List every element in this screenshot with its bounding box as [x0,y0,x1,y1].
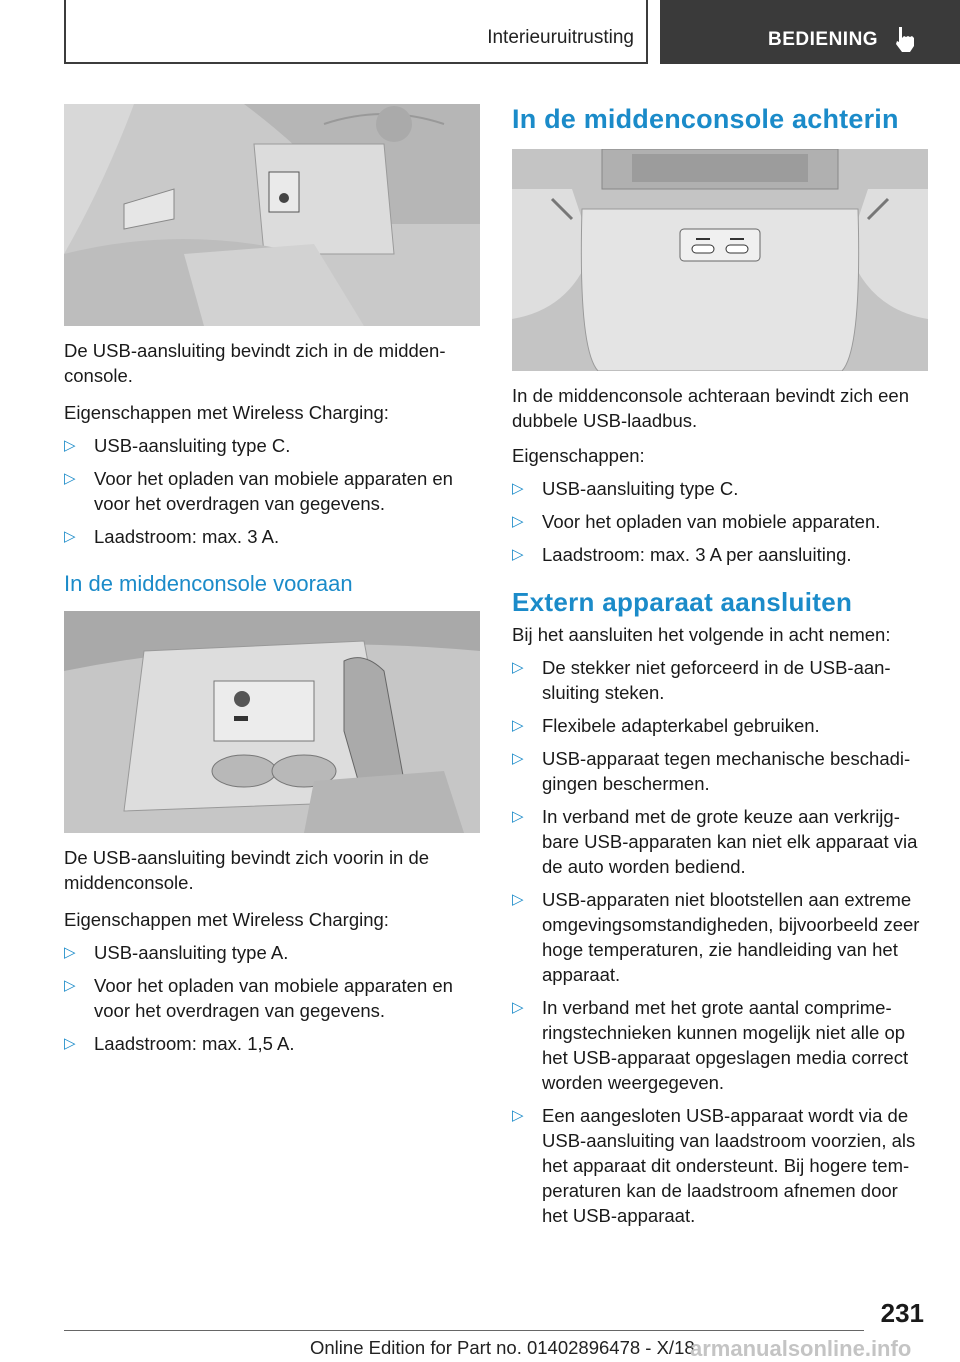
left-front-text: De USB-aansluiting bevindt zich voorin in de middenconsole. [64,847,430,893]
left-front-properties-label: Eigenschappen met Wireless Charging: [64,909,389,930]
left-list-2 [64,940,480,1056]
list-item: ▷ Een aangesloten USB-apparaat wordt via de USB-aansluiting van laadstroom voorzien, als het apparaat dit ondersteunt. Bij hogere tem-peraturen kan de laadstroom afnemen door het USB-apparaat. [512,1105,916,1226]
list-item: ▷ In verband met het grote aantal comprime-ringstechnieken kunnen mogelijk niet alle op het USB-apparaat opgeslagen media correct worden weergegeven. [512,997,909,1093]
footer-edition: Online Edition for Part no. 01402896478 - X/18 [310,1337,695,1358]
list-item: ▷ Laadstroom: max. 3 A. [64,526,280,547]
list-item: ▷ USB-aansluiting type A. [64,942,289,963]
header-section-title: Interieuruitrusting [487,27,634,48]
footer-divider [64,1330,864,1331]
list-item: ▷ Voor het opladen van mobiele apparaten en voor het overdragen van gegevens. [64,468,453,514]
list-item: ▷ Flexibele adapterkabel gebruiken. [512,715,820,736]
heading-external-device: Extern apparaat aansluiten [512,587,853,617]
list-item: ▷ In verband met de grote keuze aan verkrijg-bare USB-apparaten kan niet elk apparaat via de auto worden bediend. [512,806,918,877]
left-list-1 [64,433,480,549]
right-column [512,104,928,1236]
header-chapter-title: BEDIENING [768,29,879,50]
heading-rear-console: In de middenconsole achterin [512,104,899,134]
list-item: ▷ USB-apparaten niet blootstellen aan extreme omgevingsomstandigheden, bijvoorbeeld zeer hoge temperaturen, zie handleiding van het apparaat. [512,889,920,985]
list-item: ▷ USB-apparaat tegen mechanische beschadi-gingen beschermen. [512,748,911,794]
right-rear-text: In de middenconsole achteraan bevindt zich een dubbele USB-laadbus. [512,385,909,431]
header-chapter-tab [660,0,960,64]
left-intro-text: De USB-aansluiting bevindt zich in de midden-console. [64,340,446,386]
figure-front-console-usb [64,611,480,833]
left-column [64,104,480,1064]
heading-front-console: In de middenconsole vooraan [64,571,353,596]
figure-center-console-usb [64,104,480,326]
list-item: ▷ Voor het opladen van mobiele apparaten. [512,511,881,532]
list-item: ▷ Laadstroom: max. 1,5 A. [64,1033,295,1054]
right-properties-label: Eigenschappen: [512,445,645,466]
list-item: ▷ Laadstroom: max. 3 A per aansluiting. [512,544,852,565]
list-item: ▷ De stekker niet geforceerd in de USB-aan-sluiting steken. [512,657,891,703]
right-list-1 [512,476,928,567]
watermark: armanualsonline.info [690,1336,912,1361]
right-connect-intro: Bij het aansluiten het volgende in acht nemen: [512,624,891,645]
left-properties-label: Eigenschappen met Wireless Charging: [64,402,389,423]
header-section-tab [64,0,648,64]
hand-pointer-icon [890,24,920,54]
list-item: ▷ Voor het opladen van mobiele apparaten en voor het overdragen van gegevens. [64,975,453,1021]
list-item: ▷ USB-aansluiting type C. [512,478,739,499]
right-list-2 [512,655,928,1228]
list-item: ▷ USB-aansluiting type C. [64,435,291,456]
figure-rear-console-usb [512,149,928,371]
page-number: 231 [880,1298,924,1328]
